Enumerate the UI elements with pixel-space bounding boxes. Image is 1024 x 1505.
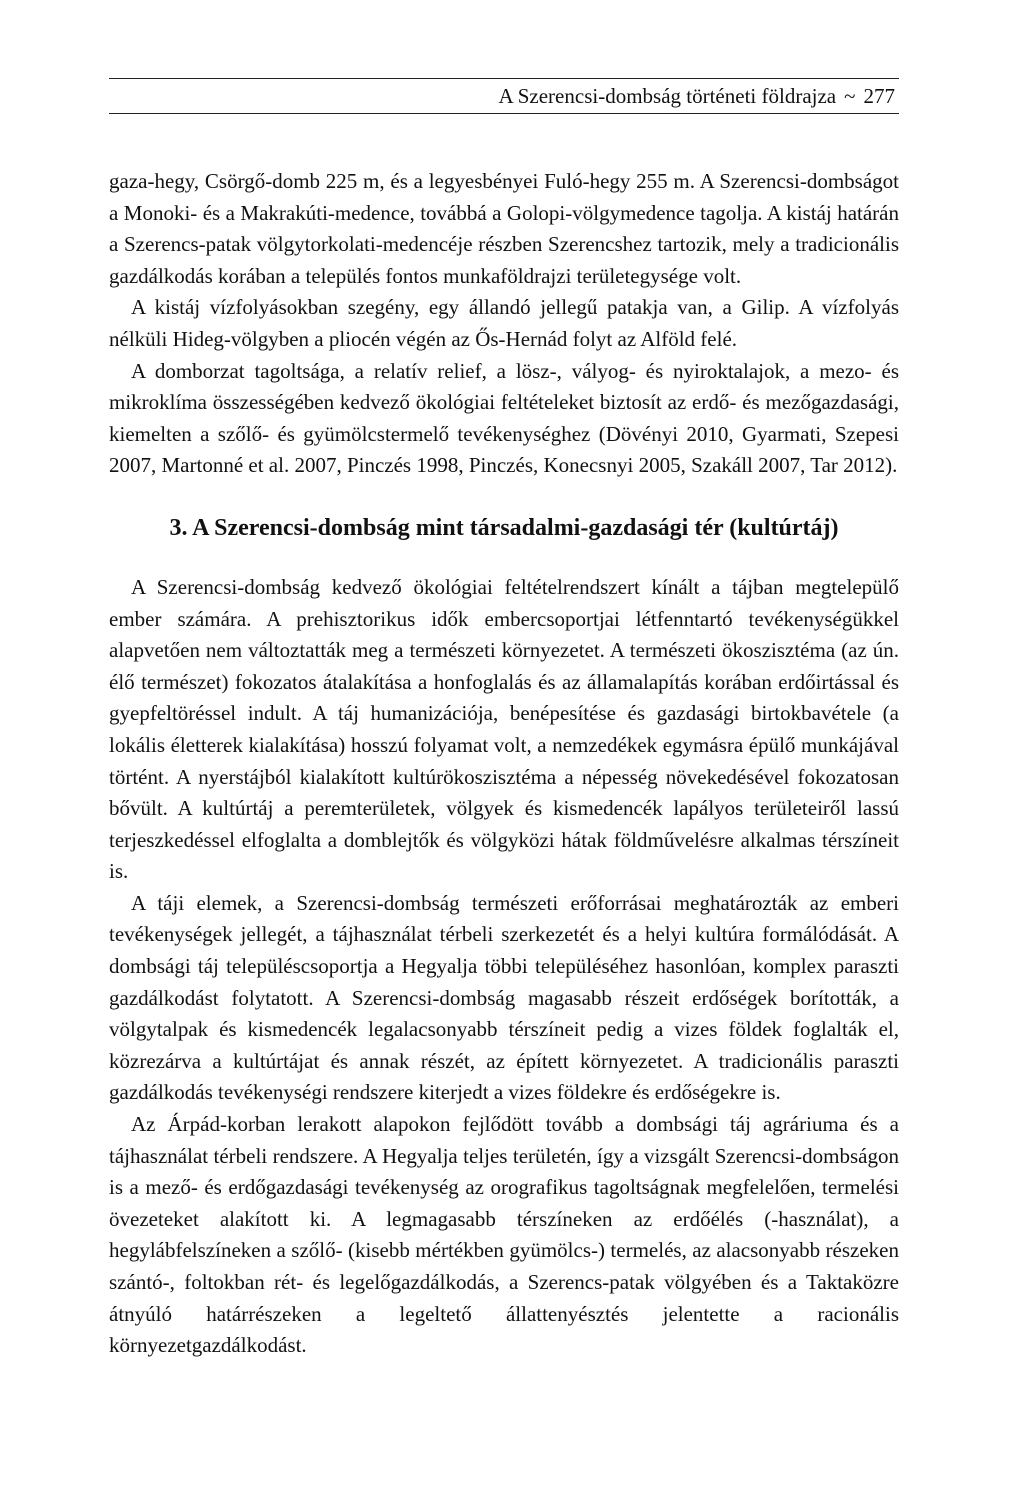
paragraph-1: gaza-hegy, Csörgő-domb 225 m, és a legyesbényei Fuló-hegy 255 m. A Szerencsi-dombságot a Monoki- és a Makrakúti-medence, továbbá a Golopi-völgymedence tagolja. A kistáj határán a Szerencs-patak völgytorkolati-medencéje részben Szerencshez tartozik, mely a tradicionális gazdálkodás korában a település fontos munkaföldrajzi területegysége volt. xyxy=(109,169,899,288)
paragraph-5: A táji elemek, a Szerencsi-dombság természeti erőforrásai meghatározták az emberi tevékenységek jellegét, a tájhasználat térbeli szerkezetét és a helyi kultúra formálódását. A dombsági táj településcsoportja a Hegyalja többi településéhez hasonlóan, komplex paraszti gazdálkodást folytatott. A Szerencsi-dombság magasabb részeit erdőségek borították, a völgytalpak és kismedencék legalacsonyabb térszíneit pedig a vizes földek foglalták el, közrezárva a kultúrtájat és annak részét, az épített környezetet. A tradicionális paraszti gazdálkodás tevékenységi rendszere kiterjedt a vizes földekre és erdőségekre is. xyxy=(109,890,899,1105)
running-header-title: A Szerencsi-dombság történeti földrajza xyxy=(498,84,837,108)
paragraph-2: A kistáj vízfolyásokban szegény, egy állandó jellegű patakja van, a Gilip. A vízfolyás nélküli Hideg-völgyben a pliocén végén az Ős-Hernád folyt az Alföld felé. xyxy=(109,295,899,351)
book-page xyxy=(109,78,899,1362)
header-separator: ~ xyxy=(844,84,856,108)
section-heading: 3. A Szerencsi-dombság mint társadalmi-gazdasági tér (kultúrtáj) xyxy=(169,514,839,541)
page-number: 277 xyxy=(863,84,895,108)
page-content xyxy=(109,166,899,1362)
running-header xyxy=(109,79,899,113)
paragraph-4: A Szerencsi-dombság kedvező ökológiai feltételrendszert kínált a tájban megtelepülő ember számára. A prehisztorikus idők embercsoportjai létfenntartó tevékenységükkel alapvetően nem változtatták meg a természeti környezetet. A természeti ökoszisztéma (az ún. élő természet) fokozatos átalakítása a honfoglalás és az államalapítás korában erdőirtással és gyepfeltöréssel indult. A táj humanizációja, benépesítése és gazdasági birtokbavétele (a lokális életterek kialakítása) hosszú folyamat volt, a nemzedékek egymásra épülő munkájával történt. A nyerstájból kialakított kultúrökoszisztéma a népesség növekedésével fokozatosan bővült. A kultúrtáj a peremterületek, völgyek és kismedencék lapályos területeiről lassú terjeszkedéssel elfoglalta a domblejtők és völgyközi hátak földművelésre alkalmas térszíneit is. xyxy=(109,574,899,884)
paragraph-6: Az Árpád-korban lerakott alapokon fejlődött tovább a dombsági táj agráriuma és a tájhasználat térbeli rendszere. A Hegyalja teljes területén, így a vizsgált Szerencsi-dombságon is a mező- és erdőgazdasági tevékenység az orografikus tagoltságnak megfelelően, termelési övezeteket alakított ki. A legmagasabb térszíneken az erdőélés (-használat), a hegylábfelszíneken a szőlő- (kisebb mértékben gyümölcs-) termelés, az alacsonyabb részeken szántó-, foltokban rét- és legelőgazdálkodás, a Szerencs-patak völgyében és a Taktaközre átnyúló határrészeken a legeltető állattenyésztés jelentette a racionális környezetgazdálkodást. xyxy=(109,1112,899,1358)
paragraph-3: A domborzat tagoltsága, a relatív relief, a lösz-, vályog- és nyiroktalajok, a mezo- és mikroklíma összességében kedvező ökológiai feltételeket biztosít az erdő- és mezőgazdasági, kiemelten a szőlő- és gyümölcstermelő tevékenységhez (Dövényi 2010, Gyarmati, Szepesi 2007, Martonné et al. 2007, Pinczés 1998, Pinczés, Konecsnyi 2005, Szakáll 2007, Tar 2012). xyxy=(109,358,899,478)
header-rule xyxy=(109,113,899,114)
